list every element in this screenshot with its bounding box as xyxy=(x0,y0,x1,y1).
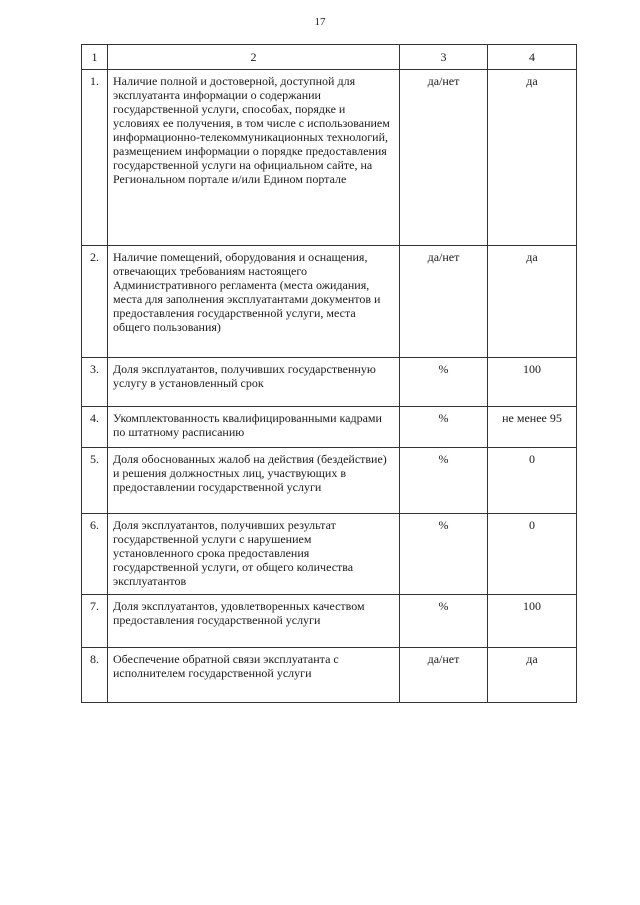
row-number: 8. xyxy=(82,648,108,703)
indicator-text: Доля эксплуатантов, получивших результат государственной услуги с нарушением установленного срока предоставления государственной услуги, от общего количества эксплуатантов xyxy=(108,514,400,595)
indicator-unit: да/нет xyxy=(400,70,488,246)
table-header-row xyxy=(82,45,577,70)
indicator-unit: % xyxy=(400,358,488,407)
indicator-unit: да/нет xyxy=(400,246,488,358)
indicator-unit: % xyxy=(400,514,488,595)
table-row xyxy=(82,595,577,648)
header-col-4: 4 xyxy=(488,45,577,70)
indicator-value: 100 xyxy=(488,358,577,407)
table-row xyxy=(82,407,577,448)
row-number: 5. xyxy=(82,448,108,514)
indicator-value: да xyxy=(488,70,577,246)
table-row xyxy=(82,514,577,595)
row-number: 2. xyxy=(82,246,108,358)
table-row xyxy=(82,648,577,703)
indicator-text: Обеспечение обратной связи эксплуатанта с исполнителем государственной услуги xyxy=(108,648,400,703)
header-col-3: 3 xyxy=(400,45,488,70)
header-col-2: 2 xyxy=(108,45,400,70)
indicator-text: Доля обоснованных жалоб на действия (бездействие) и решения должностных лиц, участвующих в предоставлении государственной услуги xyxy=(108,448,400,514)
indicator-text: Доля эксплуатантов, получивших государственную услугу в установленный срок xyxy=(108,358,400,407)
indicator-text: Наличие помещений, оборудования и оснащения, отвечающих требованиям настоящего Административного регламента (места ожидания, места для заполнения эксплуатантами документов и предоставления государственной услуги, места общего пользования) xyxy=(108,246,400,358)
indicator-unit: да/нет xyxy=(400,648,488,703)
indicator-text: Укомплектованность квалифицированными кадрами по штатному расписанию xyxy=(108,407,400,448)
page-number: 17 xyxy=(314,16,326,28)
indicator-unit: % xyxy=(400,595,488,648)
table-row xyxy=(82,358,577,407)
indicator-unit: % xyxy=(400,448,488,514)
row-number: 4. xyxy=(82,407,108,448)
row-number: 7. xyxy=(82,595,108,648)
indicator-value: да xyxy=(488,648,577,703)
indicators-table xyxy=(81,44,577,703)
table-row xyxy=(82,70,577,246)
table-row xyxy=(82,246,577,358)
indicator-text: Наличие полной и достоверной, доступной для эксплуатанта информации о содержании государственной услуги, способах, порядке и условиях ее получения, в том числе с использованием информационно-телекоммуникационных технологий, размещением информации о порядке предоставления государственной услуги на официальном сайте, на Региональном портале и/или Едином портале xyxy=(108,70,400,246)
indicator-value: 100 xyxy=(488,595,577,648)
indicator-value: да xyxy=(488,246,577,358)
header-col-1: 1 xyxy=(82,45,108,70)
indicator-value: 0 xyxy=(488,514,577,595)
row-number: 3. xyxy=(82,358,108,407)
indicator-text: Доля эксплуатантов, удовлетворенных качеством предоставления государственной услуги xyxy=(108,595,400,648)
indicator-unit: % xyxy=(400,407,488,448)
table-row xyxy=(82,448,577,514)
row-number: 6. xyxy=(82,514,108,595)
indicator-value: не менее 95 xyxy=(488,407,577,448)
indicator-value: 0 xyxy=(488,448,577,514)
row-number: 1. xyxy=(82,70,108,246)
